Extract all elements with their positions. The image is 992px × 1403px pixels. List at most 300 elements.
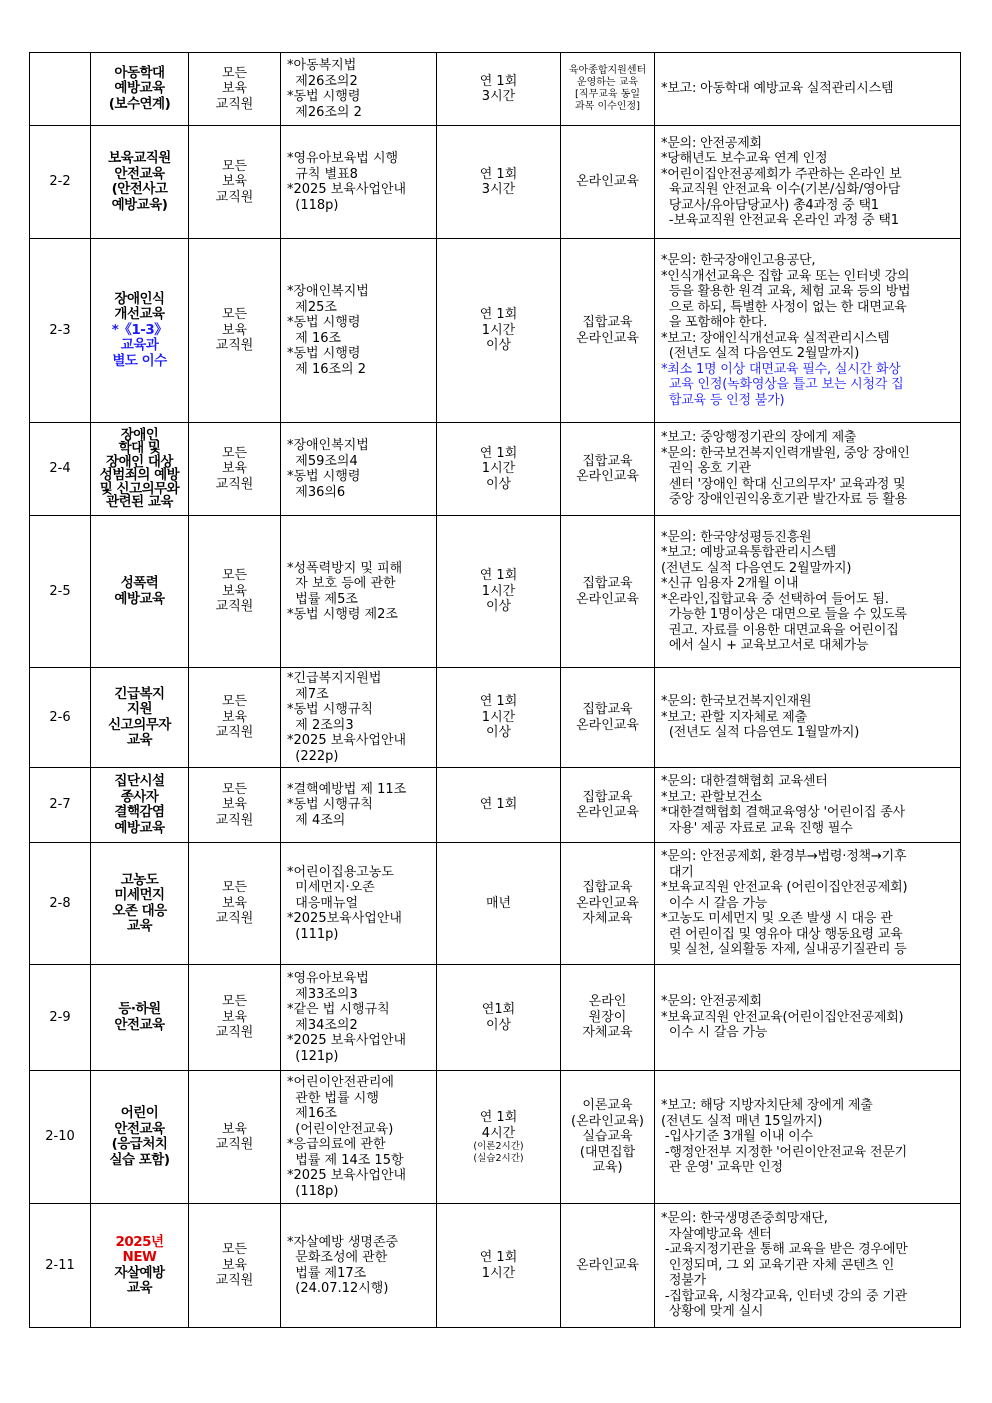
cell-line: 실습 포함) [109, 1151, 170, 1168]
cell-line: *보고: 중앙행정기관의 장에게 제출 [661, 430, 857, 446]
cell-line: 문화조성에 관한 [287, 1250, 388, 1265]
cell-line: 보육 [221, 81, 248, 97]
cell-line: 교육과 [120, 337, 159, 354]
education-name-cell [91, 126, 189, 239]
cell-line: 집합교육 [582, 880, 633, 896]
cell-line: 미세먼지 [114, 887, 165, 903]
cell-line: *같은 법 시행규칙 [287, 1002, 390, 1017]
cell-line: *인식개선교육은 집합 교육 또는 인터넷 강의 [661, 268, 910, 284]
cell-line: 온라인교육 [576, 330, 639, 346]
cell-line: 합교육 등 인정 불가) [661, 392, 785, 408]
cell-line: -집합교육, 시청각교육, 인터넷 강의 중 기관 [661, 1288, 908, 1304]
cell-line: *동법 시행규칙 [287, 797, 373, 813]
cell-line: 모든 [221, 1242, 248, 1258]
cell-line: 개선교육 [114, 306, 165, 323]
cell-line: *보고: 관할 지자체로 제출 [661, 709, 807, 725]
frequency-cell [437, 668, 561, 768]
education-name-cell [91, 1071, 189, 1204]
cell-line: 교직원 [215, 1273, 254, 1289]
cell-line: 중앙 장애인권익옹호기관 발간자료 등 활용 [661, 492, 908, 508]
item-number-cell: 2-3 [30, 239, 91, 423]
cell-line: 온라인교육 [576, 895, 639, 911]
legal-basis-cell [281, 423, 437, 516]
cell-line: 및 신고의무와 [99, 480, 180, 497]
cell-line: 3시간 [481, 182, 516, 197]
cell-line: (118p) [287, 1183, 339, 1199]
cell-line: (24.07.12시행) [287, 1281, 389, 1296]
cell-line: 성폭력 [120, 575, 159, 591]
cell-line: 신고의무자 [108, 716, 171, 733]
note-cell [655, 423, 961, 516]
cell-line: (실습2시간) [473, 1152, 524, 1164]
cell-line: 종사자 [120, 788, 159, 805]
method-cell [561, 768, 655, 843]
cell-line: 모든 [221, 65, 248, 81]
item-number-cell [30, 53, 91, 126]
education-name-cell [91, 668, 189, 768]
method-cell [561, 1071, 655, 1204]
cell-line: 교직원 [215, 1137, 254, 1152]
cell-line: 보육 [221, 174, 248, 190]
cell-line: (보수연계) [108, 95, 171, 112]
cell-line: 권고. 자료를 이용한 대면교육을 어린이집 [661, 622, 899, 638]
cell-line: NEW [122, 1249, 157, 1265]
cell-line: 당교사/유아담당교사) 총4과정 중 택1 [661, 197, 879, 213]
cell-line: (응급처치 [111, 1136, 168, 1152]
cell-line: 제 16조의 2 [287, 361, 367, 377]
cell-line: 규칙 별표8 [287, 166, 358, 182]
target-cell [189, 768, 281, 843]
cell-line: 보육 [221, 709, 248, 725]
cell-line: 제26조의2 [287, 73, 358, 89]
education-name-cell [91, 768, 189, 843]
cell-line: 교육 인정(녹화영상을 틀고 보는 시청각 집 [661, 377, 904, 392]
cell-line: 제26조의 2 [287, 104, 362, 120]
cell-line: (전년도 실적 다음연도 2월말까지) [661, 346, 860, 361]
cell-line: 운영하는 교육 [576, 77, 639, 88]
cell-line: 연 1회 [479, 73, 518, 89]
education-table [29, 52, 961, 1328]
target-cell [189, 965, 281, 1071]
cell-line: *자살예방 생명존중 [287, 1234, 399, 1250]
note-cell [655, 126, 961, 239]
cell-line: 보육 [221, 1257, 248, 1273]
cell-line: *동법 시행령 [287, 315, 361, 330]
cell-line: 집합교육 [582, 453, 633, 469]
cell-line: -교육지정기관을 통해 교육을 받은 경우에만 [661, 1242, 908, 1258]
cell-line: 연 1회 [479, 307, 518, 323]
cell-line: 교직원 [215, 96, 254, 112]
frequency-cell [437, 843, 561, 965]
target-cell [189, 516, 281, 668]
cell-line: 연 1회 [479, 1250, 518, 1265]
cell-line: 인정되며, 그 외 교육기관 자체 콘텐츠 인 [661, 1257, 895, 1273]
cell-line: *동법 시행규칙 [287, 702, 373, 717]
cell-line: 고농도 [120, 871, 159, 888]
table-row [30, 239, 961, 423]
cell-line: 제59조의4 [287, 453, 358, 469]
table-row [30, 516, 961, 668]
cell-line: 예방교육 [114, 819, 165, 836]
cell-line: *문의: 한국보건복지인재원 [661, 694, 812, 710]
cell-line: *동법 시행령 제2조 [287, 607, 398, 622]
cell-line: 제 16조 [287, 330, 342, 346]
cell-line: 집합교육 [582, 576, 633, 591]
cell-line: 교육) [592, 1160, 623, 1176]
cell-line: 제 2조의3 [287, 717, 354, 733]
cell-line: 별도 이수 [112, 352, 167, 369]
cell-line: 보육 [221, 583, 248, 599]
cell-line: 안전교육 [114, 1016, 165, 1033]
cell-line: 보육 [221, 895, 248, 911]
cell-line: *긴급복지지원법 [287, 671, 382, 686]
cell-line: 이상 [485, 599, 512, 615]
cell-line: *당해년도 보수교육 연계 인정 [661, 151, 828, 166]
cell-line: *장애인복지법 [287, 438, 369, 453]
cell-line: 자 보호 등에 관한 [287, 576, 396, 591]
cell-line: 장애인식 [114, 290, 165, 307]
cell-line: 아동학대 [114, 64, 165, 81]
cell-line: *보육교직원 안전교육(어린이집안전공제회) [661, 1009, 904, 1025]
cell-line: (전년도 실적 매년 15일까지) [661, 1113, 823, 1129]
cell-line: 교직원 [215, 189, 254, 205]
cell-line: 을 포함해야 한다. [661, 315, 768, 330]
item-number-cell: 2-5 [30, 516, 91, 668]
cell-line: 1시간 [481, 583, 516, 599]
cell-line: 예방교육 [114, 590, 165, 607]
note-cell [655, 843, 961, 965]
cell-line: *장애인복지법 [287, 284, 369, 299]
cell-line: 제7조 [287, 686, 329, 702]
cell-line: 연 1회 [479, 445, 518, 461]
cell-line: (121p) [287, 1048, 339, 1064]
cell-line: 자살예방 [114, 1264, 165, 1281]
item-number-cell: 2-7 [30, 768, 91, 843]
cell-line: 자체교육 [582, 1025, 633, 1041]
cell-line: *문의: 안전공제회 [661, 135, 762, 151]
cell-line: 교육 [126, 1280, 153, 1296]
cell-line: *보고: 아동학대 예방교육 실적관리시스템 [661, 81, 894, 97]
method-cell [561, 423, 655, 516]
cell-line: *어린이안전관리에 [287, 1075, 394, 1090]
cell-line: (111p) [287, 926, 339, 942]
cell-line: 이상 [485, 338, 512, 354]
frequency-cell [437, 1071, 561, 1204]
cell-line: 온라인교육 [576, 174, 639, 190]
cell-line: 온라인교육 [576, 717, 639, 733]
cell-line: (222p) [287, 748, 339, 764]
cell-line: 장애인 대상 [106, 453, 173, 470]
cell-line: 교직원 [215, 599, 254, 615]
item-number-cell: 2-6 [30, 668, 91, 768]
cell-line: *문의: 한국장애인고용공단, [661, 253, 816, 268]
cell-line: 모든 [221, 880, 248, 896]
method-cell [561, 965, 655, 1071]
cell-line: 매년 [485, 895, 512, 911]
cell-line: *보고: 관할보건소 [661, 789, 762, 805]
cell-line: 실습교육 [582, 1129, 633, 1145]
cell-line: 연 1회 [479, 1110, 518, 1125]
cell-line: 집단시설 [114, 773, 165, 789]
note-cell [655, 1071, 961, 1204]
cell-line: 연 1회 [479, 694, 518, 710]
cell-line: 등을 활용한 원격 교육, 체험 교육 등의 방법 [661, 284, 911, 299]
legal-basis-cell [281, 1204, 437, 1328]
note-cell [655, 1204, 961, 1328]
cell-line: (118p) [287, 197, 339, 213]
method-cell [561, 843, 655, 965]
cell-line: 등·하원 [118, 1001, 161, 1017]
frequency-cell [437, 965, 561, 1071]
cell-line: *결핵예방법 제 11조 [287, 781, 407, 797]
cell-line: -행정안전부 지정한 '어린이안전교육 전문기 [661, 1144, 908, 1160]
frequency-cell [437, 53, 561, 126]
cell-line: 이론교육 [582, 1098, 633, 1114]
legal-basis-cell [281, 516, 437, 668]
cell-line: 교육 [126, 918, 153, 934]
cell-line: 보육 [221, 797, 248, 813]
cell-line: *2025보육사업안내 [287, 911, 402, 927]
table-row [30, 843, 961, 965]
note-cell [655, 768, 961, 843]
cell-line: 교직원 [215, 812, 254, 828]
cell-line: 연 1회 [479, 166, 518, 182]
cell-line: (전년도 실적 다음연도 1월말까지) [661, 725, 860, 741]
cell-line: 긴급복지 [114, 685, 165, 702]
cell-line: *문의: 대한결핵협회 교육센터 [661, 774, 828, 789]
item-number-cell: 2-9 [30, 965, 91, 1071]
cell-line: 에서 실시 + 교육보고서로 대체가능 [661, 638, 869, 653]
cell-line: 예방교육 [114, 80, 165, 97]
table-row [30, 668, 961, 768]
target-cell [189, 668, 281, 768]
cell-line: 관한 법률 시행 [287, 1090, 379, 1106]
cell-line: *응급의료에 관한 [287, 1137, 386, 1152]
item-number-cell: 2-11 [30, 1204, 91, 1328]
cell-line: *문의: 한국보건복지인력개발원, 중앙 장애인 [661, 445, 910, 461]
cell-line: 모든 [221, 568, 248, 584]
cell-line: 안전교육 [114, 1120, 165, 1137]
cell-line: 센터 '장애인 학대 신고의무자' 교육과정 및 [661, 476, 906, 492]
cell-line: 대응매뉴얼 [287, 895, 359, 911]
cell-line: *어린이집안전공제회가 주관하는 온라인 보 [661, 166, 902, 182]
method-cell [561, 126, 655, 239]
education-name-cell [91, 1204, 189, 1328]
cell-line: 법률 제17조 [287, 1265, 367, 1281]
cell-line: *고농도 미세먼지 및 오존 발생 시 대응 관 [661, 911, 893, 927]
cell-line: 보육교직원 [108, 150, 171, 166]
cell-line: 원장이 [588, 1009, 627, 1025]
cell-line: 미세먼지·오존 [287, 880, 375, 896]
cell-line: 안전교육 [114, 165, 165, 182]
cell-line: 온라인교육 [576, 591, 639, 607]
cell-line: *동법 시행령 [287, 346, 361, 361]
cell-line: 대기 [661, 864, 694, 880]
legal-basis-cell [281, 843, 437, 965]
cell-line: 학대 및 [118, 440, 161, 456]
legal-basis-cell [281, 53, 437, 126]
education-name-cell [91, 423, 189, 516]
cell-line: *2025 보육사업안내 [287, 182, 407, 197]
cell-line: 이상 [485, 1017, 512, 1033]
cell-line: -보육교직원 안전교육 온라인 과정 중 택1 [661, 213, 899, 228]
cell-line: 연1회 [481, 1002, 516, 1017]
target-cell [189, 1071, 281, 1204]
cell-line: 법률 제5조 [287, 591, 358, 607]
cell-line: (안전사고 [111, 181, 168, 197]
target-cell [189, 843, 281, 965]
item-number-cell: 2-4 [30, 423, 91, 516]
cell-line: 자체교육 [582, 911, 633, 927]
frequency-cell [437, 239, 561, 423]
cell-line: 제36의6 [287, 484, 346, 500]
cell-line: *보육교직원 안전교육 (어린이집안전공제회) [661, 880, 908, 896]
cell-line: *신규 임용자 2개월 이내 [661, 576, 799, 591]
legal-basis-cell [281, 239, 437, 423]
frequency-cell [437, 768, 561, 843]
cell-line: *동법 시행령 [287, 469, 361, 484]
cell-line: *보고: 장애인식개선교육 실적관리시스템 [661, 330, 890, 346]
cell-line: 보육 [221, 322, 248, 338]
cell-line: 이상 [485, 476, 512, 492]
cell-line: 온라인 [588, 994, 627, 1010]
cell-line: 과목 이수인정] [574, 101, 641, 112]
cell-line: 어린이 [120, 1105, 159, 1121]
cell-line: 으로 하되, 특별한 사정이 없는 한 대면교육 [661, 299, 907, 315]
education-name-cell [91, 843, 189, 965]
cell-line: [직무교육 동일 [574, 89, 641, 100]
method-cell [561, 53, 655, 126]
cell-line: 2025년 [115, 1233, 164, 1250]
cell-line: 보육 [221, 461, 248, 477]
cell-line: 교육 [126, 732, 153, 748]
cell-line: -입사기준 3개월 이내 이수 [661, 1129, 813, 1145]
cell-line: *2025 보육사업안내 [287, 1033, 407, 1048]
cell-line: *성폭력방지 및 피해 [287, 560, 403, 576]
method-cell [561, 1204, 655, 1328]
cell-line: 1시간 [481, 1265, 516, 1281]
legal-basis-cell [281, 126, 437, 239]
cell-line: 모든 [221, 694, 248, 710]
target-cell [189, 1204, 281, 1328]
frequency-cell [437, 516, 561, 668]
cell-line: *아동복지법 [287, 58, 357, 73]
cell-line: *영유아보육법 시행 [287, 151, 399, 166]
cell-line: 련 어린이집 및 영유아 대상 행동요령 교육 [661, 926, 903, 942]
cell-line: 관련된 교육 [106, 494, 173, 510]
cell-line: (전년도 실적 다음연도 2월말까지) [661, 560, 852, 576]
note-cell [655, 668, 961, 768]
cell-line: 예방교육) [111, 196, 168, 213]
cell-line: 모든 [221, 994, 248, 1010]
table-row [30, 126, 961, 239]
cell-line: 교직원 [215, 338, 254, 354]
education-name-cell [91, 965, 189, 1071]
table-row [30, 965, 961, 1071]
item-number-cell: 2-2 [30, 126, 91, 239]
cell-line: *2025 보육사업안내 [287, 733, 407, 748]
cell-line: 제34조의2 [287, 1017, 358, 1033]
cell-line: 집합교육 [582, 789, 633, 805]
cell-line: *어린이집용고농도 [287, 864, 394, 880]
cell-line: 육아종합지원센터 [568, 65, 647, 76]
cell-line: 교직원 [215, 911, 254, 927]
cell-line: 오존 대응 [112, 902, 167, 919]
cell-line: 자살예방교육 센터 [661, 1226, 772, 1242]
cell-line: 장애인 [120, 426, 159, 443]
note-cell [655, 53, 961, 126]
cell-line: 결핵감염 [114, 804, 165, 820]
table-row [30, 1071, 961, 1204]
cell-line: 지원 [126, 701, 153, 717]
legal-basis-cell [281, 668, 437, 768]
cell-line: *동법 시행령 [287, 89, 361, 104]
cell-line: 법률 제 14조 15항 [287, 1152, 404, 1168]
cell-line: *2025 보육사업안내 [287, 1168, 407, 1183]
table-row [30, 423, 961, 516]
cell-line: 온라인교육 [576, 469, 639, 484]
cell-line: 집합교육 [582, 702, 633, 717]
cell-line: 이수 시 갈음 가능 [661, 1025, 768, 1041]
legal-basis-cell [281, 768, 437, 843]
note-cell [655, 965, 961, 1071]
cell-line: 1시간 [481, 461, 516, 477]
cell-line: (온라인교육) [571, 1113, 644, 1129]
cell-line: 육교직원 안전교육 이수(기본/심화/영아담 [661, 182, 901, 197]
cell-line: 1시간 [481, 709, 516, 725]
frequency-cell [437, 1204, 561, 1328]
cell-line: (어린이안전교육) [287, 1121, 394, 1137]
cell-line: 자용' 제공 자료로 교육 진행 필수 [661, 820, 853, 836]
cell-line: 보육 [221, 1121, 248, 1137]
cell-line: 모든 [221, 445, 248, 461]
cell-line: (대면집합 [579, 1144, 636, 1160]
cell-line: *문의: 한국생명존중희망재단, [661, 1211, 828, 1227]
cell-line: 연 1회 [479, 568, 518, 584]
cell-line: 3시간 [481, 89, 516, 104]
cell-line: *온라인,집합교육 중 선택하여 들어도 됨. [661, 591, 889, 607]
cell-line: 제33조의3 [287, 986, 358, 1002]
cell-line: *보고: 해당 지방자치단체 장에게 제출 [661, 1098, 873, 1114]
cell-line: 1시간 [481, 322, 516, 338]
frequency-cell [437, 423, 561, 516]
cell-line: 상황에 맞게 실시 [661, 1304, 764, 1320]
cell-line: 모든 [221, 158, 248, 174]
target-cell [189, 53, 281, 126]
cell-line: 이수 시 갈음 가능 [661, 895, 768, 911]
cell-line: *《1-3》 [111, 321, 168, 338]
education-name-cell [91, 516, 189, 668]
cell-line: 관 운영' 교육만 인정 [661, 1160, 783, 1176]
cell-line: 모든 [221, 307, 248, 323]
cell-line: 정불가 [661, 1273, 706, 1289]
cell-line: 교직원 [215, 1025, 254, 1041]
cell-line: 교직원 [215, 725, 254, 741]
education-name-cell [91, 53, 189, 126]
cell-line: *문의: 안전공제회, 환경부→법령·정책→기후 [661, 849, 907, 865]
legal-basis-cell [281, 965, 437, 1071]
table-row [30, 768, 961, 843]
target-cell [189, 239, 281, 423]
table-row [30, 53, 961, 126]
cell-line: *문의: 한국양성평등진흥원 [661, 529, 812, 545]
legal-basis-cell [281, 1071, 437, 1204]
cell-line: 집합교육 [582, 315, 633, 330]
cell-line: *대한결핵협회 결핵교육영상 '어린이집 종사 [661, 805, 905, 820]
cell-line: *최소 1명 이상 대면교육 필수, 실시간 화상 [661, 361, 901, 377]
cell-line: 성범죄의 예방 [99, 467, 180, 483]
item-number-cell: 2-10 [30, 1071, 91, 1204]
